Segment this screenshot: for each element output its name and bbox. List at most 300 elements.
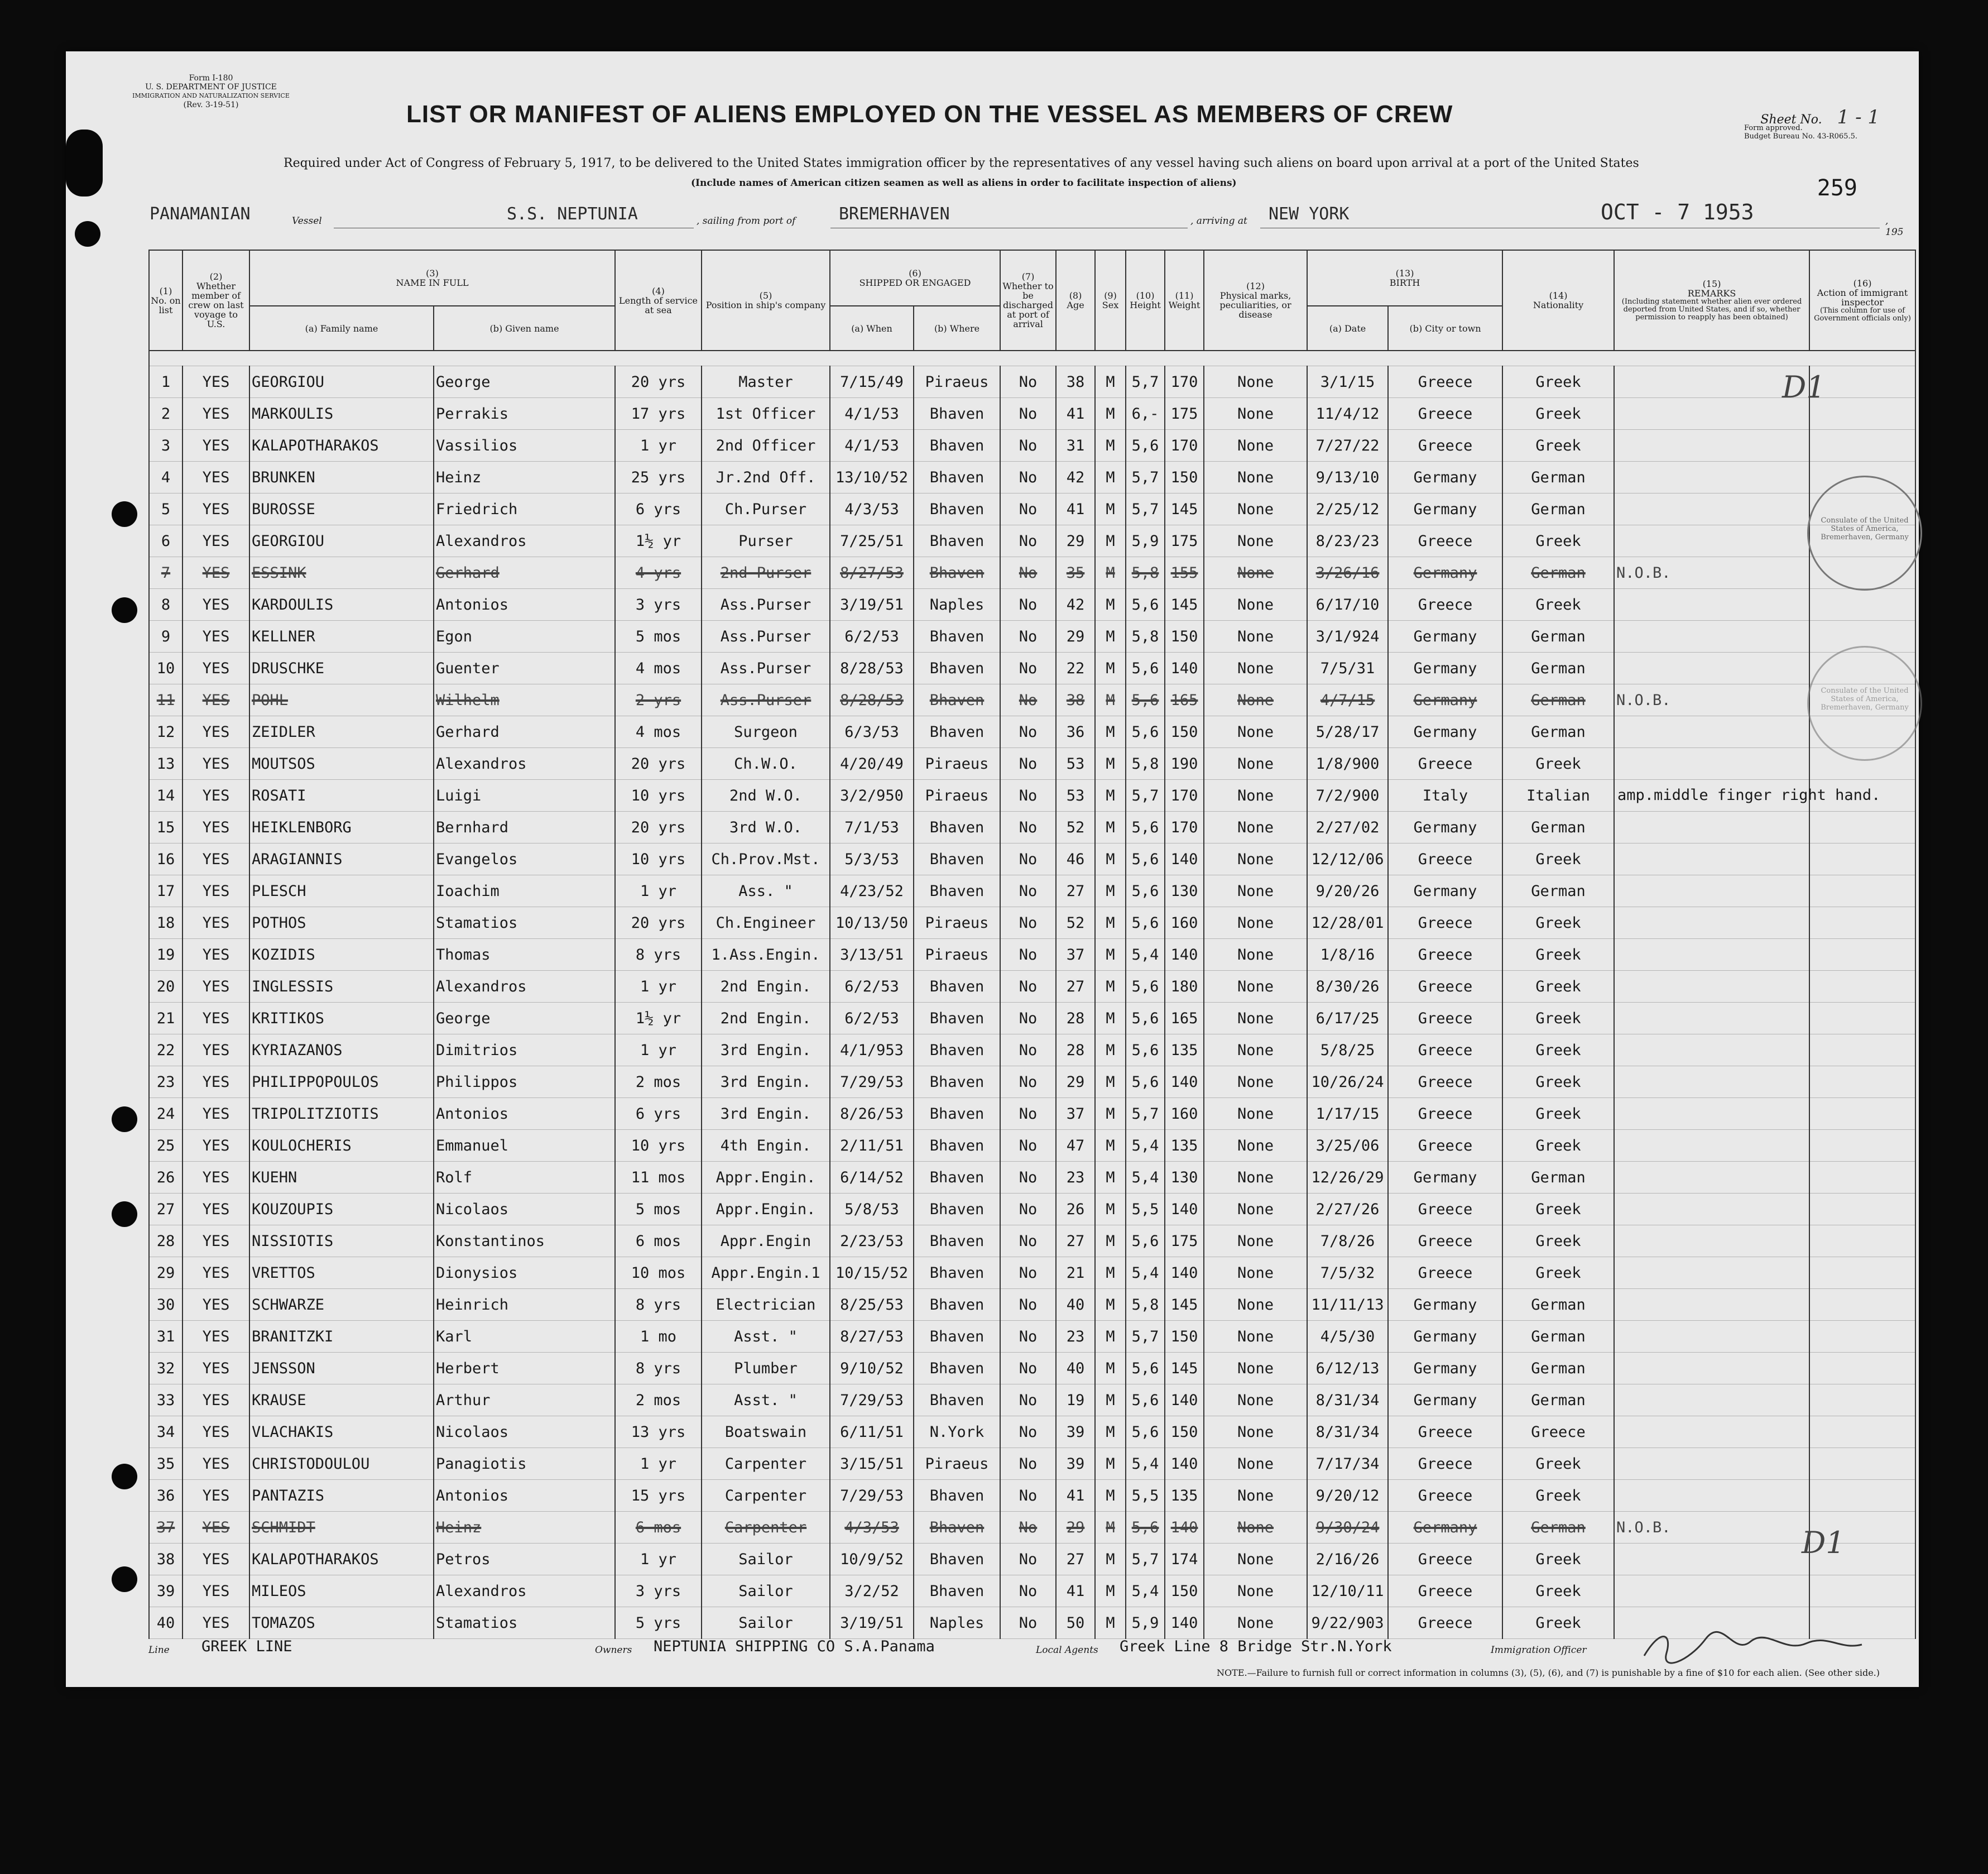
cell-no: 11 [149,684,183,716]
cell-when: 13/10/52 [830,462,914,493]
cell-no: 24 [149,1098,183,1130]
cell-weight: 130 [1165,875,1204,907]
cell-age: 40 [1056,1289,1095,1321]
col-header-birth-city: (b) City or town [1388,306,1502,351]
cell-birth-city: Germany [1388,716,1502,748]
cell-position: 1st Officer [702,398,830,430]
cell-birth-city: Greece [1388,748,1502,780]
cell-birth-date: 3/1/15 [1307,366,1388,398]
cell-birth-city: Greece [1388,843,1502,875]
cell-family: POHL [249,684,434,716]
cell-marks: None [1204,812,1307,843]
cell-nationality: Greek [1502,1257,1614,1289]
cell-given: Alexandros [434,748,615,780]
sheet-value: 1 - 1 [1837,106,1880,128]
cell-inspector-action [1809,812,1915,843]
cell-position: Ass.Purser [702,653,830,684]
subtitle: Required under Act of Congress of February 5, 1917, to be delivered to the United States immigration officer by the representatives of any vessel having such aliens on board upon arrival at a port of the United States [284,156,1639,170]
cell-given: Antonios [434,589,615,621]
cell-family: TOMAZOS [249,1607,434,1639]
cell-nationality: German [1502,812,1614,843]
cell-no: 21 [149,1003,183,1034]
cell-position: Sailor [702,1544,830,1575]
cell-when: 4/3/53 [830,1512,914,1544]
cell-inspector-action [1809,843,1915,875]
cell-position: Carpenter [702,1480,830,1512]
cell-sex: M [1095,1512,1126,1544]
cell-no: 32 [149,1353,183,1384]
cell-when: 2/11/51 [830,1130,914,1162]
cell-weight: 190 [1165,748,1204,780]
cell-crew: YES [183,1066,249,1098]
cell-age: 53 [1056,748,1095,780]
cell-sex: M [1095,907,1126,939]
cell-discharged: No [1000,1512,1056,1544]
cell-sex: M [1095,971,1126,1003]
table-row [149,1225,1915,1257]
cell-when: 4/3/53 [830,493,914,525]
cell-crew: YES [183,1321,249,1353]
cell-remarks [1614,1321,1809,1353]
cell-marks: None [1204,1416,1307,1448]
cell-marks: None [1204,1257,1307,1289]
cell-remarks [1614,1194,1809,1225]
col-header-service: (4) Length of service at sea [615,250,702,351]
cell-height: 5,4 [1126,939,1165,971]
cell-sex: M [1095,843,1126,875]
cell-crew: YES [183,493,249,525]
cell-discharged: No [1000,812,1056,843]
cell-nationality: German [1502,716,1614,748]
cell-when: 3/2/52 [830,1575,914,1607]
cell-when: 3/19/51 [830,1607,914,1639]
col-header-age: (8) Age [1056,250,1095,351]
cell-family: ESSINK [249,557,434,589]
cell-birth-date: 9/30/24 [1307,1512,1388,1544]
officer-label: Immigration Officer [1491,1645,1587,1656]
cell-age: 41 [1056,1575,1095,1607]
cell-given: George [434,366,615,398]
arriving-label: , arriving at [1190,215,1247,227]
cell-family: NISSIOTIS [249,1225,434,1257]
table-row [149,843,1915,875]
cell-birth-date: 8/31/34 [1307,1384,1388,1416]
cell-height: 5,6 [1126,716,1165,748]
table-row [149,621,1915,653]
col-header-name: (3) NAME IN FULL [249,250,615,306]
cell-service: 6 mos [615,1512,702,1544]
cell-position: Jr.2nd Off. [702,462,830,493]
cell-birth-city: Greece [1388,939,1502,971]
cell-age: 22 [1056,653,1095,684]
manifest-sheet [66,51,1919,1687]
cell-weight: 170 [1165,366,1204,398]
cell-inspector-action [1809,1289,1915,1321]
cell-height: 5,6 [1126,843,1165,875]
cell-inspector-action [1809,1448,1915,1480]
cell-remarks [1614,589,1809,621]
cell-service: 5 mos [615,621,702,653]
cell-age: 39 [1056,1448,1095,1480]
cell-birth-city: Greece [1388,398,1502,430]
cell-when: 8/25/53 [830,1289,914,1321]
cell-given: Stamatios [434,907,615,939]
cell-birth-date: 2/25/12 [1307,493,1388,525]
cell-weight: 135 [1165,1130,1204,1162]
cell-crew: YES [183,780,249,812]
cell-when: 6/2/53 [830,621,914,653]
cell-service: 20 yrs [615,366,702,398]
cell-nationality: German [1502,684,1614,716]
table-row [149,493,1915,525]
cell-given: Gerhard [434,716,615,748]
cell-marks: None [1204,430,1307,462]
cell-position: Purser [702,525,830,557]
cell-position: Plumber [702,1353,830,1384]
table-row [149,366,1915,398]
cell-birth-date: 3/1/924 [1307,621,1388,653]
cell-birth-date: 2/16/26 [1307,1544,1388,1575]
cell-sex: M [1095,875,1126,907]
cell-discharged: No [1000,493,1056,525]
cell-crew: YES [183,557,249,589]
cell-discharged: No [1000,525,1056,557]
cell-nationality: German [1502,1384,1614,1416]
cell-given: Emmanuel [434,1130,615,1162]
cell-nationality: German [1502,1321,1614,1353]
cell-family: BRUNKEN [249,462,434,493]
cell-height: 5,9 [1126,525,1165,557]
cell-height: 5,4 [1126,1575,1165,1607]
cell-weight: 174 [1165,1544,1204,1575]
cell-where: Bhaven [914,1066,1000,1098]
cell-given: Gerhard [434,557,615,589]
cell-birth-city: Greece [1388,1448,1502,1480]
cell-remarks [1614,1448,1809,1480]
cell-nationality: German [1502,493,1614,525]
table-row [149,1384,1915,1416]
cell-weight: 150 [1165,621,1204,653]
cell-family: JENSSON [249,1353,434,1384]
cell-service: 2 mos [615,1384,702,1416]
cell-when: 6/11/51 [830,1416,914,1448]
cell-birth-date: 9/22/903 [1307,1607,1388,1639]
cell-sex: M [1095,430,1126,462]
cell-birth-date: 4/5/30 [1307,1321,1388,1353]
cell-service: 4 yrs [615,557,702,589]
table-row [149,462,1915,493]
cell-family: CHRISTODOULOU [249,1448,434,1480]
cell-where: Bhaven [914,1162,1000,1194]
cell-family: PANTAZIS [249,1480,434,1512]
cell-when: 8/27/53 [830,1321,914,1353]
vessel-line [150,200,1904,238]
table-row [149,589,1915,621]
cell-age: 29 [1056,1512,1095,1544]
col-header-action: (16) Action of immigrant inspector (This column for use of Government officials only) [1809,250,1915,351]
cell-marks: None [1204,1289,1307,1321]
cell-crew: YES [183,1353,249,1384]
cell-service: 8 yrs [615,939,702,971]
cell-inspector-action [1809,1321,1915,1353]
cell-no: 16 [149,843,183,875]
cell-sex: M [1095,398,1126,430]
cell-age: 52 [1056,907,1095,939]
cell-given: Alexandros [434,1575,615,1607]
cell-nationality: Greece [1502,1416,1614,1448]
col-header-shipped: (6) SHIPPED OR ENGAGED [830,250,1000,306]
cell-family: MOUTSOS [249,748,434,780]
cell-weight: 175 [1165,398,1204,430]
cell-where: Piraeus [914,1448,1000,1480]
cell-discharged: No [1000,1130,1056,1162]
cell-sex: M [1095,557,1126,589]
cell-family: ARAGIANNIS [249,843,434,875]
cell-height: 5,6 [1126,812,1165,843]
cell-position: Asst. " [702,1321,830,1353]
cell-family: KYRIAZANOS [249,1034,434,1066]
cell-remarks: N.O.B. [1614,684,1809,716]
punch-hole [112,1106,137,1132]
cell-where: Bhaven [914,621,1000,653]
cell-birth-city: Greece [1388,1607,1502,1639]
cell-crew: YES [183,589,249,621]
cell-birth-date: 11/4/12 [1307,398,1388,430]
table-row [149,1098,1915,1130]
cell-age: 53 [1056,780,1095,812]
cell-marks: None [1204,1480,1307,1512]
cell-inspector-action [1809,1034,1915,1066]
cell-height: 5,6 [1126,1066,1165,1098]
cell-birth-date: 10/26/24 [1307,1066,1388,1098]
table-row [149,1194,1915,1225]
cell-discharged: No [1000,716,1056,748]
cell-height: 5,7 [1126,493,1165,525]
table-row [149,1066,1915,1098]
cell-marks: None [1204,843,1307,875]
cell-discharged: No [1000,1194,1056,1225]
cell-when: 4/1/953 [830,1034,914,1066]
cell-crew: YES [183,1384,249,1416]
cell-age: 27 [1056,875,1095,907]
footer-row [148,1638,1915,1662]
table-row [149,430,1915,462]
table-row [149,907,1915,939]
cell-service: 2 mos [615,1066,702,1098]
cell-crew: YES [183,1003,249,1034]
cell-marks: None [1204,1130,1307,1162]
cell-sex: M [1095,1353,1126,1384]
cell-birth-date: 1/8/16 [1307,939,1388,971]
cell-family: KOUZOUPIS [249,1194,434,1225]
cell-age: 27 [1056,971,1095,1003]
cell-birth-date: 6/17/25 [1307,1003,1388,1034]
cell-crew: YES [183,1194,249,1225]
cell-given: Friedrich [434,493,615,525]
cell-family: GEORGIOU [249,525,434,557]
cell-birth-date: 1/17/15 [1307,1098,1388,1130]
cell-given: Vassilios [434,430,615,462]
budget-line: Form approved. [1744,124,1803,132]
cell-nationality: German [1502,1289,1614,1321]
cell-age: 31 [1056,430,1095,462]
cell-where: Bhaven [914,557,1000,589]
cell-sex: M [1095,812,1126,843]
cell-height: 5,6 [1126,653,1165,684]
cell-position: 2nd Engin. [702,1003,830,1034]
cell-sex: M [1095,462,1126,493]
punch-hole [112,1566,137,1592]
cell-service: 1 yr [615,1034,702,1066]
cell-inspector-action [1809,1162,1915,1194]
cell-height: 5,6 [1126,1416,1165,1448]
cell-remarks [1614,430,1809,462]
cell-height: 5,8 [1126,748,1165,780]
col-header-marks: (12) Physical marks, peculiarities, or disease [1204,250,1307,351]
cell-no: 20 [149,971,183,1003]
cell-where: Bhaven [914,684,1000,716]
cell-birth-city: Germany [1388,557,1502,589]
sailing-label: , sailing from port of [697,215,796,227]
cell-given: Rolf [434,1162,615,1194]
cell-height: 5,6 [1126,1034,1165,1066]
cell-nationality: Greek [1502,907,1614,939]
cell-given: Stamatios [434,1607,615,1639]
cell-given: Ioachim [434,875,615,907]
cell-discharged: No [1000,1162,1056,1194]
cell-service: 25 yrs [615,462,702,493]
cell-no: 17 [149,875,183,907]
cell-inspector-action [1809,1003,1915,1034]
cell-nationality: Greek [1502,430,1614,462]
cell-given: George [434,1003,615,1034]
cell-sex: M [1095,1544,1126,1575]
cell-given: Antonios [434,1098,615,1130]
cell-marks: None [1204,366,1307,398]
table-row [149,1480,1915,1512]
cell-height: 5,6 [1126,1384,1165,1416]
cell-position: Asst. " [702,1384,830,1416]
cell-height: 5,4 [1126,1257,1165,1289]
cell-when: 5/8/53 [830,1194,914,1225]
crew-manifest-table [148,250,1916,1639]
cell-age: 29 [1056,525,1095,557]
cell-position: Appr.Engin. [702,1194,830,1225]
cell-birth-city: Greece [1388,1003,1502,1034]
cell-family: INGLESSIS [249,971,434,1003]
cell-birth-city: Greece [1388,430,1502,462]
cell-height: 5,5 [1126,1194,1165,1225]
cell-when: 3/2/950 [830,780,914,812]
cell-service: 6 mos [615,1225,702,1257]
cell-inspector-action [1809,1066,1915,1098]
cell-birth-city: Greece [1388,366,1502,398]
cell-remarks [1614,1544,1809,1575]
cell-birth-date: 9/20/26 [1307,875,1388,907]
cell-discharged: No [1000,748,1056,780]
cell-when: 7/1/53 [830,812,914,843]
cell-where: Bhaven [914,875,1000,907]
cell-when: 7/29/53 [830,1480,914,1512]
cell-age: 42 [1056,462,1095,493]
cell-nationality: Italian [1502,780,1614,812]
cell-where: Piraeus [914,780,1000,812]
inspector-mark: D1 [1782,370,1826,405]
cell-discharged: No [1000,1003,1056,1034]
cell-when: 7/15/49 [830,366,914,398]
cell-position: Ass.Purser [702,684,830,716]
cell-given: Evangelos [434,843,615,875]
cell-nationality: Greek [1502,1480,1614,1512]
cell-sex: M [1095,493,1126,525]
cell-position: Carpenter [702,1512,830,1544]
cell-crew: YES [183,1289,249,1321]
cell-where: Bhaven [914,1384,1000,1416]
cell-no: 22 [149,1034,183,1066]
cell-no: 28 [149,1225,183,1257]
cell-when: 8/26/53 [830,1098,914,1130]
cell-height: 5,8 [1126,621,1165,653]
sheet-label: Sheet No. [1760,113,1822,127]
cell-family: SCHWARZE [249,1289,434,1321]
cell-crew: YES [183,875,249,907]
cell-birth-date: 7/27/22 [1307,430,1388,462]
cell-weight: 135 [1165,1480,1204,1512]
cell-where: Bhaven [914,1257,1000,1289]
cell-position: Appr.Engin [702,1225,830,1257]
cell-marks: None [1204,684,1307,716]
line-label: Line [148,1645,170,1656]
cell-when: 8/28/53 [830,684,914,716]
cell-height: 5,6 [1126,875,1165,907]
cell-birth-city: Greece [1388,971,1502,1003]
cell-birth-date: 7/8/26 [1307,1225,1388,1257]
cell-no: 10 [149,653,183,684]
cell-sex: M [1095,1321,1126,1353]
cell-weight: 135 [1165,1034,1204,1066]
cell-where: Bhaven [914,1544,1000,1575]
cell-marks: None [1204,1575,1307,1607]
cell-when: 6/3/53 [830,716,914,748]
cell-given: Karl [434,1321,615,1353]
cell-family: MARKOULIS [249,398,434,430]
cell-weight: 145 [1165,493,1204,525]
cell-nationality: Greek [1502,1607,1614,1639]
cell-discharged: No [1000,907,1056,939]
cell-where: Bhaven [914,716,1000,748]
cell-weight: 150 [1165,1416,1204,1448]
cell-weight: 145 [1165,1353,1204,1384]
cell-sex: M [1095,1607,1126,1639]
cell-discharged: No [1000,843,1056,875]
cell-family: HEIKLENBORG [249,812,434,843]
cell-position: 2nd W.O. [702,780,830,812]
cell-marks: None [1204,1544,1307,1575]
cell-birth-city: Germany [1388,684,1502,716]
cell-age: 26 [1056,1194,1095,1225]
cell-where: Naples [914,1607,1000,1639]
cell-discharged: No [1000,1257,1056,1289]
cell-age: 46 [1056,843,1095,875]
form-identifier [124,74,297,109]
cell-weight: 150 [1165,1575,1204,1607]
cell-given: Dionysios [434,1257,615,1289]
cell-service: 10 yrs [615,780,702,812]
cell-discharged: No [1000,939,1056,971]
table-row [149,1544,1915,1575]
cell-discharged: No [1000,1098,1056,1130]
cell-birth-date: 3/26/16 [1307,557,1388,589]
